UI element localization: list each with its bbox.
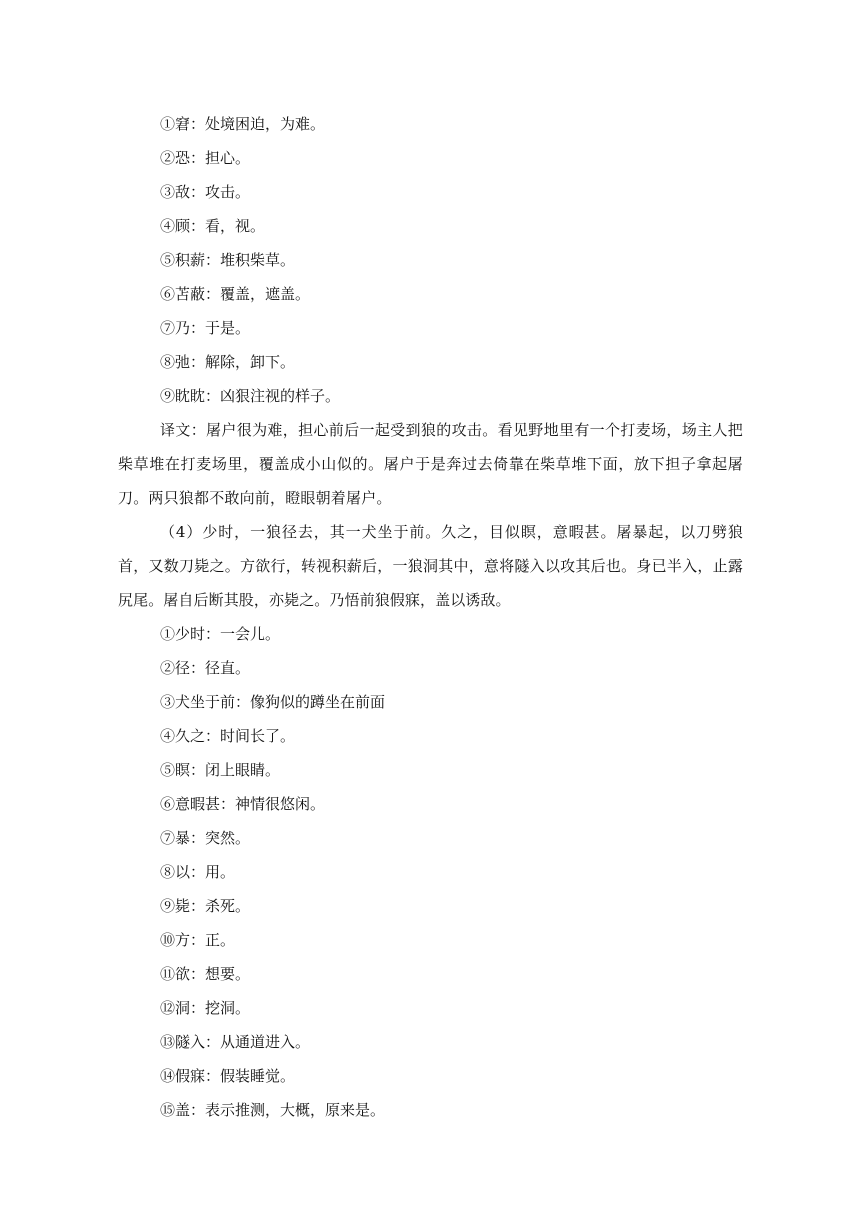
annotation-note: ②恐：担心。: [160, 149, 251, 167]
annotation-note: ②径：径直。: [160, 659, 251, 677]
annotation-note: ③敌：攻击。: [160, 183, 251, 201]
annotation-note: ③犬坐于前：像狗似的蹲坐在前面: [160, 693, 386, 711]
annotation-note: ⑩方：正。: [160, 931, 236, 949]
annotation-note: ⑧弛：解除，卸下。: [160, 353, 296, 371]
translation-paragraph: 译文：屠户很为难，担心前后一起受到狼的攻击。看见野地里有一个打麦场，场主人把柴草堆在打麦场里，覆盖成小山似的。屠户于是奔过去倚靠在柴草堆下面，放下担子拿起屠刀。两只狼都不敢向前，瞪眼朝着屠户。: [118, 421, 743, 507]
annotation-note: ⑮盖：表示推测，大概，原来是。: [160, 1101, 386, 1119]
annotation-note: ⑦乃：于是。: [160, 319, 251, 337]
annotation-note: ⑨眈眈：凶狠注视的样子。: [160, 387, 341, 405]
annotation-note: ⑦暴：突然。: [160, 829, 251, 847]
annotation-note: ①少时：一会儿。: [160, 625, 281, 643]
annotation-note: ⑪欲：想要。: [160, 965, 251, 983]
annotation-note: ⑥苫蔽：覆盖，遮盖。: [160, 285, 311, 303]
annotation-note: ④久之：时间长了。: [160, 727, 296, 745]
classical-passage-4: （4）少时，一狼径去，其一犬坐于前。久之，目似瞑，意暇甚。屠暴起，以刀劈狼首，又数刀毙之。方欲行，转视积薪后，一狼洞其中，意将隧入以攻其后也。身已半入，止露尻尾。屠自后断其股，亦毙之。乃悟前狼假寐，盖以诱敌。: [118, 523, 743, 609]
annotation-note: ⑫洞：挖洞。: [160, 999, 251, 1017]
document-content: [118, 107, 743, 1127]
annotation-note: ⑬隧入：从通道进入。: [160, 1033, 311, 1051]
annotation-note: ⑥意暇甚：神情很悠闲。: [160, 795, 326, 813]
annotation-note: ⑤瞑：闭上眼睛。: [160, 761, 281, 779]
annotation-note: ⑨毙：杀死。: [160, 897, 251, 915]
annotation-note: ①窘：处境困迫，为难。: [160, 115, 326, 133]
annotation-note: ⑭假寐：假装睡觉。: [160, 1067, 296, 1085]
annotation-note: ⑤积薪：堆积柴草。: [160, 251, 296, 269]
annotation-note: ⑧以：用。: [160, 863, 236, 881]
annotation-note: ④顾：看，视。: [160, 217, 266, 235]
